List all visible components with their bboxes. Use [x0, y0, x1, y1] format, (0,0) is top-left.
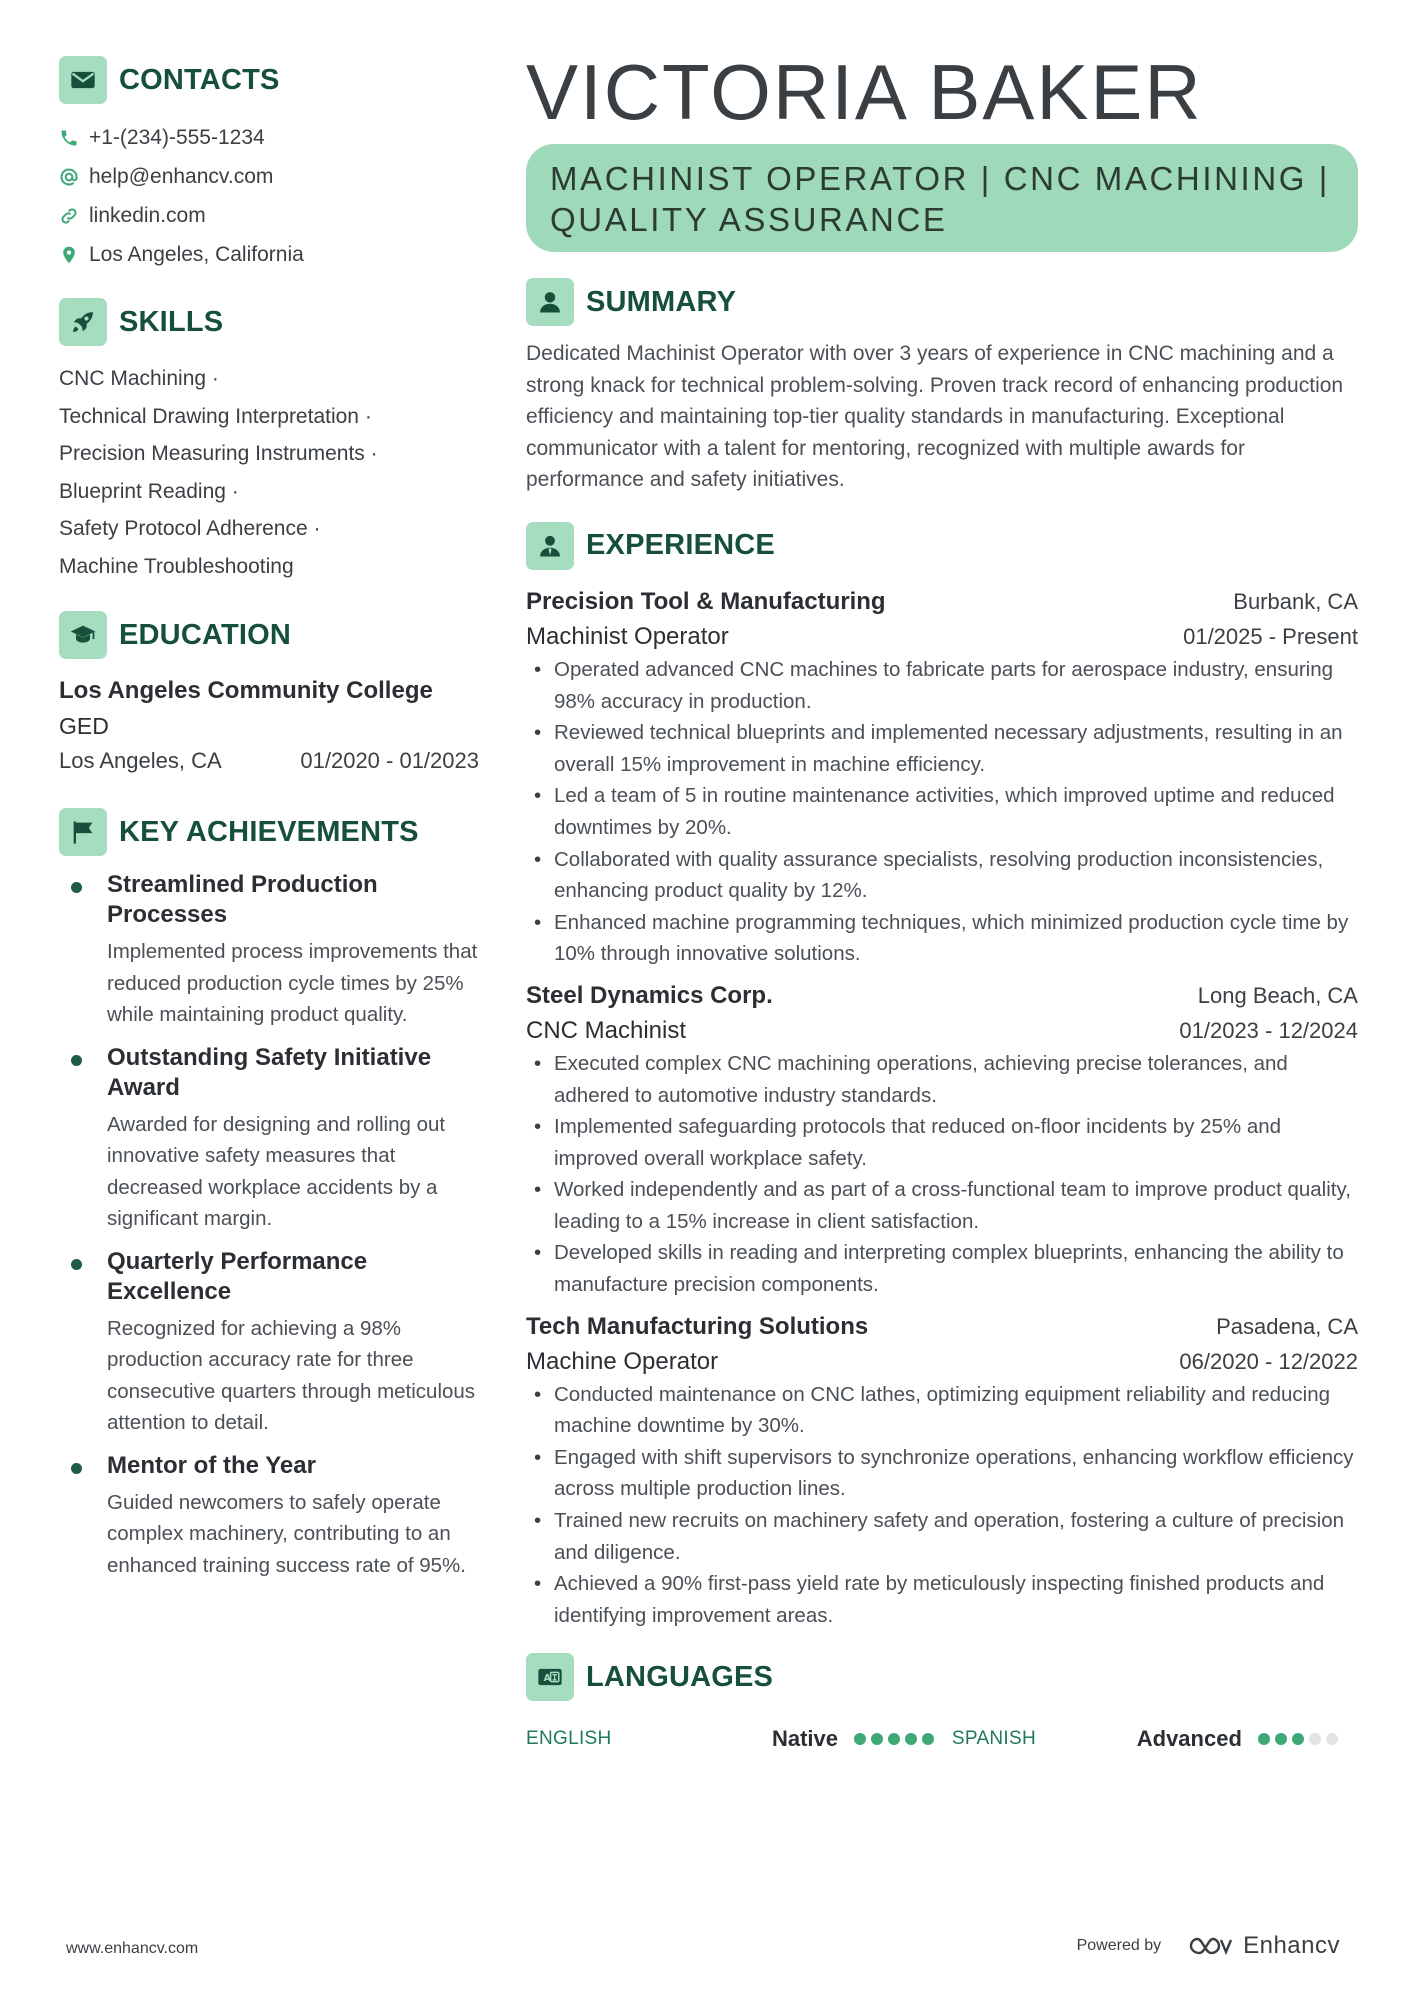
rating-dot	[1292, 1733, 1304, 1745]
at-icon	[59, 167, 79, 187]
language-level: Native	[771, 1726, 838, 1752]
flag-icon	[59, 808, 107, 856]
job-bullet: • Conducted maintenance on CNC lathes, optimizing equipment reliability and reducing machine downtime by 30%.	[526, 1379, 1358, 1442]
job-dates: 01/2025 - Present	[1183, 623, 1358, 649]
job-bullet: • Reviewed technical blueprints and implemented necessary adjustments, resulting in an overall 15% improvement in machine efficiency.	[526, 717, 1358, 780]
job-bullet: • Executed complex CNC machining operations, achieving precise tolerances, and adhered to automotive industry standards.	[526, 1048, 1358, 1111]
skill-item: CNC Machining ·	[59, 367, 219, 390]
achievements-title: KEY ACHIEVEMENTS	[119, 815, 419, 848]
contact-phone-text: +1-(234)-555-1234	[89, 125, 265, 149]
job-company: Tech Manufacturing Solutions	[526, 1312, 869, 1340]
rocket-icon	[59, 298, 107, 346]
bullet-dot	[71, 1259, 82, 1270]
footer-website[interactable]: www.enhancv.com	[66, 1940, 199, 1957]
job-role: CNC Machinist	[526, 1016, 687, 1044]
language-level: Advanced	[1136, 1726, 1242, 1752]
job-entry	[526, 978, 1358, 1301]
brand-name: Enhancv	[1243, 1932, 1340, 1959]
skill-item: Machine Troubleshooting	[59, 554, 294, 578]
job-dates: 01/2023 - 12/2024	[1179, 1017, 1358, 1043]
languages-header	[526, 1653, 1358, 1701]
job-bullets	[526, 654, 1358, 970]
bullet-dot	[71, 882, 82, 893]
translate-icon	[526, 1653, 574, 1701]
candidate-name: VICTORIA BAKER	[526, 48, 1203, 136]
job-bullet: • Implemented safeguarding protocols that reduced on-floor incidents by 25% and improved overall workplace safety.	[526, 1111, 1358, 1174]
contact-location-text: Los Angeles, California	[89, 242, 304, 266]
achievement-title: Outstanding Safety Initiative Award	[107, 1043, 432, 1101]
skill-item: Blueprint Reading ·	[59, 479, 239, 503]
achievement-desc: Recognized for achieving a 98% production accuracy rate for three consecutive quarters through meticulous attention to detail.	[107, 1316, 476, 1434]
rating-dot	[854, 1733, 866, 1745]
summary-section	[526, 278, 1358, 496]
job-company: Precision Tool & Manufacturing	[526, 587, 886, 615]
job-bullet: • Achieved a 90% first-pass yield rate by meticulously inspecting finished products and identifying improvement areas.	[526, 1568, 1358, 1631]
phone-icon	[59, 128, 79, 148]
education-header	[59, 611, 479, 659]
education-section	[59, 611, 479, 778]
skill-item: Safety Protocol Adherence ·	[59, 517, 321, 540]
headline-band: MACHINIST OPERATOR | CNC MACHINING | QUALITY ASSURANCE	[526, 144, 1358, 252]
languages-list	[526, 1721, 1358, 1757]
summary-header	[526, 278, 1358, 326]
language-name: ENGLISH	[526, 1728, 612, 1750]
job-location: Pasadena, CA	[1216, 1313, 1358, 1339]
job-bullet: • Led a team of 5 in routine maintenance activities, which improved uptime and reduced downtimes by 20%.	[526, 780, 1358, 843]
rating-dot	[922, 1733, 934, 1745]
envelope-icon	[59, 56, 107, 104]
skill-item: Technical Drawing Interpretation ·	[59, 404, 372, 428]
education-dates: 01/2020 - 01/2023	[300, 748, 479, 773]
achievement-desc: Awarded for designing and rolling out innovative safety measures that decreased workplace accidents by a significant margin.	[107, 1112, 446, 1230]
contact-location	[59, 235, 479, 274]
contact-linkedin[interactable]	[59, 196, 479, 235]
job-bullets	[526, 1379, 1358, 1632]
rating-dot	[1275, 1733, 1287, 1745]
contacts-section	[59, 56, 479, 274]
skills-section	[59, 298, 479, 585]
enhancv-logo[interactable]	[1187, 1932, 1340, 1960]
achievement-item	[59, 1451, 479, 1582]
job-location: Long Beach, CA	[1197, 982, 1358, 1008]
achievement-item	[59, 1247, 479, 1439]
achievement-title: Quarterly Performance Excellence	[107, 1247, 368, 1305]
contacts-header	[59, 56, 479, 104]
powered-by-text: Powered by	[1076, 1937, 1162, 1954]
svg-text:A: A	[543, 1673, 551, 1685]
achievement-desc: Implemented process improvements that reduced production cycle times by 25% while maintaining product quality.	[107, 940, 478, 1026]
contact-email-text: help@enhancv.com	[89, 164, 274, 188]
enhancv-logo-icon	[1187, 1933, 1235, 1959]
achievement-title: Mentor of the Year	[107, 1451, 316, 1479]
contacts-title: CONTACTS	[119, 63, 280, 96]
job-bullets	[526, 1048, 1358, 1301]
education-meta	[59, 744, 479, 778]
job-entry	[526, 1309, 1358, 1632]
education-school: Los Angeles Community College	[59, 677, 433, 704]
job-bullet: • Enhanced machine programming techniques, which minimized production cycle time by 10% through innovative solutions.	[526, 907, 1358, 970]
job-bullet: • Developed skills in reading and interpreting complex blueprints, enhancing the ability to manufacture precision components.	[526, 1237, 1358, 1300]
education-degree: GED	[59, 713, 109, 739]
skills-title: SKILLS	[119, 305, 224, 338]
achievements-header	[59, 808, 479, 856]
education-location: Los Angeles, CA	[59, 748, 222, 773]
job-location: Burbank, CA	[1233, 588, 1358, 614]
sidebar	[59, 56, 479, 1593]
job-bullet: • Engaged with shift supervisors to synchronize operations, enhancing workflow efficiency across multiple production lines.	[526, 1442, 1358, 1505]
job-bullet: • Collaborated with quality assurance specialists, resolving production inconsistencies, enhancing product quality by 12%.	[526, 844, 1358, 907]
location-pin-icon	[59, 245, 79, 265]
job-role: Machine Operator	[526, 1347, 719, 1375]
skills-header	[59, 298, 479, 346]
education-title: EDUCATION	[119, 618, 292, 651]
achievement-item	[59, 1043, 479, 1235]
achievement-title: Streamlined Production Processes	[107, 871, 378, 928]
job-bullet: • Operated advanced CNC machines to fabricate parts for aerospace industry, ensuring 98% accuracy in production.	[526, 654, 1358, 717]
link-icon	[59, 206, 79, 226]
experience-title: EXPERIENCE	[586, 529, 775, 562]
skill-item: Precision Measuring Instruments ·	[59, 442, 378, 465]
language-item	[952, 1726, 1358, 1752]
rating-dot	[1326, 1733, 1338, 1745]
bullet-dot	[71, 1055, 82, 1066]
job-bullet: • Worked independently and as part of a cross-functional team to improve product quality, leading to a 15% increase in client satisfaction.	[526, 1174, 1358, 1237]
achievements-section	[59, 808, 479, 1581]
language-rating	[1258, 1733, 1343, 1745]
footer-branding	[1077, 1932, 1340, 1960]
experience-header	[526, 522, 1358, 570]
summary-title: SUMMARY	[586, 285, 737, 318]
language-rating	[854, 1733, 939, 1745]
rating-dot	[905, 1733, 917, 1745]
job-dates: 06/2020 - 12/2022	[1179, 1348, 1358, 1374]
contact-email[interactable]	[59, 157, 479, 196]
job-entry	[526, 584, 1358, 970]
job-company: Steel Dynamics Corp.	[526, 981, 773, 1009]
rating-dot	[871, 1733, 883, 1745]
language-item	[526, 1726, 952, 1752]
user-icon	[526, 278, 574, 326]
rating-dot	[888, 1733, 900, 1745]
languages-title: LANGUAGES	[586, 1660, 774, 1693]
main-column	[526, 50, 1358, 1757]
language-name: SPANISH	[951, 1728, 1037, 1750]
contact-phone[interactable]	[59, 118, 479, 157]
graduation-cap-icon	[59, 611, 107, 659]
contact-linkedin-text: linkedin.com	[89, 203, 206, 227]
rating-dot	[1309, 1733, 1321, 1745]
summary-text: Dedicated Machinist Operator with over 3 years of experience in CNC machining and a strong knack for technical problem-solving. Proven track record of enhancing production efficiency and maintaining top-tier quality standards in manufacturing. Exceptional communicator with a talent for mentoring, recognized with multiple awards for performance and safety initiatives.	[526, 342, 1344, 492]
user-tie-icon	[526, 522, 574, 570]
experience-section	[526, 522, 1358, 1631]
languages-section	[526, 1653, 1358, 1757]
achievement-item	[59, 870, 479, 1031]
rating-dot	[1258, 1733, 1270, 1745]
achievement-desc: Guided newcomers to safely operate complex machinery, contributing to an enhanced training success rate of 95%.	[107, 1490, 466, 1577]
job-role: Machinist Operator	[526, 622, 729, 650]
bullet-dot	[71, 1463, 82, 1474]
job-bullet: • Trained new recruits on machinery safety and operation, fostering a culture of precision and diligence.	[526, 1505, 1358, 1568]
